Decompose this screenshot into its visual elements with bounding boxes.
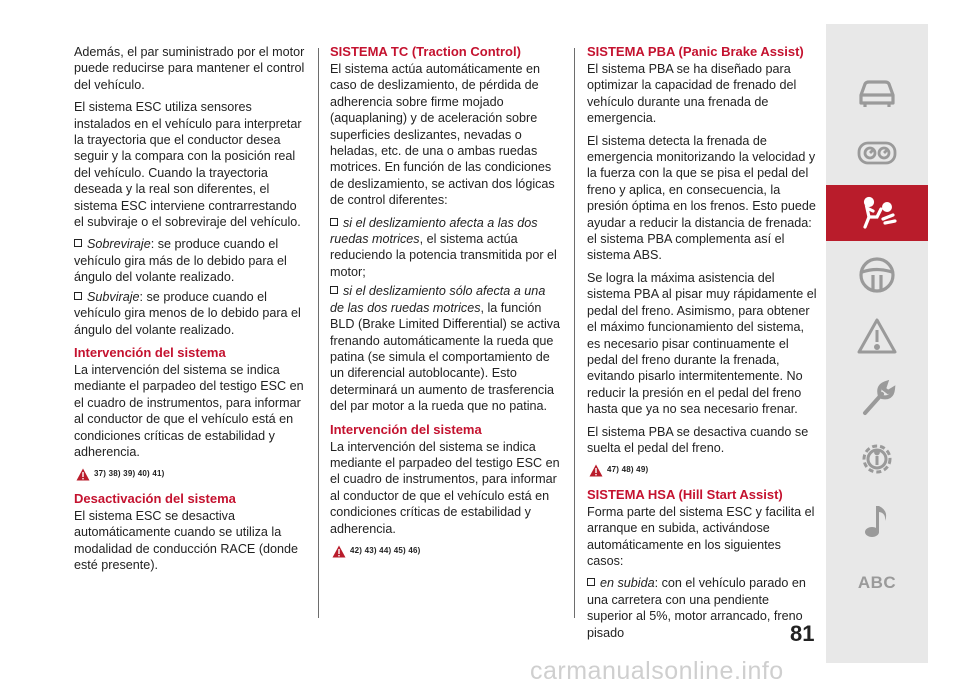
paragraph: El sistema actúa automáticamente en caso de deslizamiento, de pérdida de adherencia sobre firme mojado (aquaplaning) y de aceleración sobre superficies deslizantes, nevadas o heladas, etc. de una o ambas ruedas motrices. En función de las condiciones de deslizamiento, se activan dos lógicas de control diferentes: (330, 62, 555, 208)
section-heading: SISTEMA PBA (Panic Brake Assist) (587, 44, 804, 59)
music-note-icon (855, 501, 899, 541)
steering-wheel-icon (855, 255, 899, 295)
paragraph: Además, el par suministrado por el motor puede reducirse para mantener el control del vehículo. (74, 45, 305, 92)
paragraph: Se logra la máxima asistencia del sistema PBA al pisar muy rápidamente el pedal del freno. Asimismo, para obtener el máximo funcionamiento del sistema, es necesario pisar continuamente el pedal del freno durante la frenada, evitando pisarlo intermitentemente. No reducir la presión en el pedal del freno hasta que ya no sea necesario frenar. (587, 270, 817, 417)
section-heading: Intervención del sistema (330, 421, 482, 437)
sidebar-item-technical-data[interactable] (826, 431, 928, 487)
sidebar-item-vehicle[interactable] (826, 63, 928, 119)
bullet-one-wheel: si el deslizamiento sólo afecta a una de las dos ruedas motrices, la función BLD (Brake Limited Differential) se activa frenando automáticamente la rueda que patina (se simula el comportamiento de un diferencial autoblocante). Esto determinará un aumento de trasferencia del par motor a la rueda que no patina. (330, 284, 561, 414)
checkbox-bullet-icon (74, 239, 82, 247)
paragraph: La intervención del sistema se indica mediante el parpadeo del testigo ESC en el cuadro de instrumentos, para informar al conductor de que el vehículo está en condiciones críticas de estabilidad y adherencia. (330, 439, 560, 536)
car-icon (855, 71, 899, 111)
section-heading: Intervención del sistema (74, 344, 226, 360)
paragraph: El sistema PBA se desactiva cuando se suelta el pedal del freno. (587, 424, 809, 455)
column-1 (74, 44, 306, 579)
bullet-sobreviraje: Sobreviraje: se produce cuando el vehículo gira más de lo debido para el ángulo del volante realizado. (74, 237, 287, 285)
checkbox-bullet-icon (74, 292, 82, 300)
checkbox-bullet-icon (330, 286, 338, 294)
paragraph: El sistema ESC se desactiva automáticamente cuando se utiliza la modalidad de conducción RACE (donde esté presente). (74, 508, 299, 572)
column-divider (574, 48, 575, 618)
sidebar-item-driving[interactable] (826, 247, 928, 303)
watermark: carmanualsonline.info (530, 657, 784, 685)
dashboard-icon (855, 133, 899, 173)
sidebar-item-index[interactable] (826, 555, 928, 611)
warning-references: 37) 38) 39) 40) 41) (76, 466, 306, 482)
section-heading: SISTEMA TC (Traction Control) (330, 44, 521, 59)
sidebar-item-dashboard[interactable] (826, 125, 928, 181)
bullet-en-subida: en subida: con el vehículo parado en una carretera con una pendiente superior al 5%, motor arrancado, freno pisado (587, 576, 806, 640)
column-divider (318, 48, 319, 618)
airbag-safety-icon (855, 193, 899, 233)
section-heading: SISTEMA HSA (Hill Start Assist) (587, 486, 783, 502)
warning-references: 47) 48) 49) (589, 462, 817, 478)
warning-triangle-icon (855, 316, 899, 356)
paragraph: El sistema detecta la frenada de emergencia monitorizando la velocidad y la fuerza con la que se pisa el pedal del freno y aplica, en consecuencia, la presión óptima en los frenos. Esto puede ayudar a reducir la distancia de frenada: el sistema PBA complementa así el sistema ABS. (587, 133, 816, 263)
index-label: ABC (857, 573, 897, 592)
paragraph: Forma parte del sistema ESC y facilita el arranque en subida, activándose automáticamente en los siguientes casos: (587, 504, 815, 568)
chapter-sidebar (826, 24, 928, 663)
bullet-subviraje: Subviraje: se produce cuando el vehículo gira menos de lo debido para el ángulo del volante realizado. (74, 289, 301, 337)
section-heading: Desactivación del sistema (74, 490, 236, 506)
warning-triangle-icon (332, 545, 346, 558)
checkbox-bullet-icon (587, 578, 595, 586)
warning-triangle-icon (589, 464, 603, 477)
info-gear-icon (855, 439, 899, 479)
warning-references: 42) 43) 44) 45) 46) (332, 543, 562, 559)
bullet-two-wheels: si el deslizamiento afecta a las dos ruedas motrices, el sistema actúa reduciendo la potencia transmitida por el motor; (330, 215, 557, 279)
wrench-icon (855, 378, 899, 418)
paragraph: El sistema PBA se ha diseñado para optimizar la capacidad de frenado del vehículo durante una frenada de emergencia. (587, 62, 797, 126)
paragraph: La intervención del sistema se indica mediante el parpadeo del testigo ESC en el cuadro de instrumentos, para informar al conductor de que el vehículo está en condiciones críticas de estabilidad y adherencia. (74, 362, 304, 459)
sidebar-item-emergency[interactable] (826, 308, 928, 364)
sidebar-item-multimedia[interactable] (826, 493, 928, 549)
paragraph: El sistema ESC utiliza sensores instalados en el vehículo para interpretar la trayectoria que el conductor desea seguir y la compara con la posición real del vehículo. Cuando la trayectoria deseada y la real son diferentes, el sistema ESC interviene contrarrestando el subviraje o el sobreviraje del vehículo. (74, 100, 302, 230)
sidebar-item-maintenance[interactable] (826, 370, 928, 426)
column-3 (587, 44, 817, 644)
page-number: 81 (790, 621, 815, 646)
column-2 (330, 44, 562, 567)
warning-triangle-icon (76, 468, 90, 481)
checkbox-bullet-icon (330, 218, 338, 226)
sidebar-item-safety[interactable] (826, 185, 928, 241)
